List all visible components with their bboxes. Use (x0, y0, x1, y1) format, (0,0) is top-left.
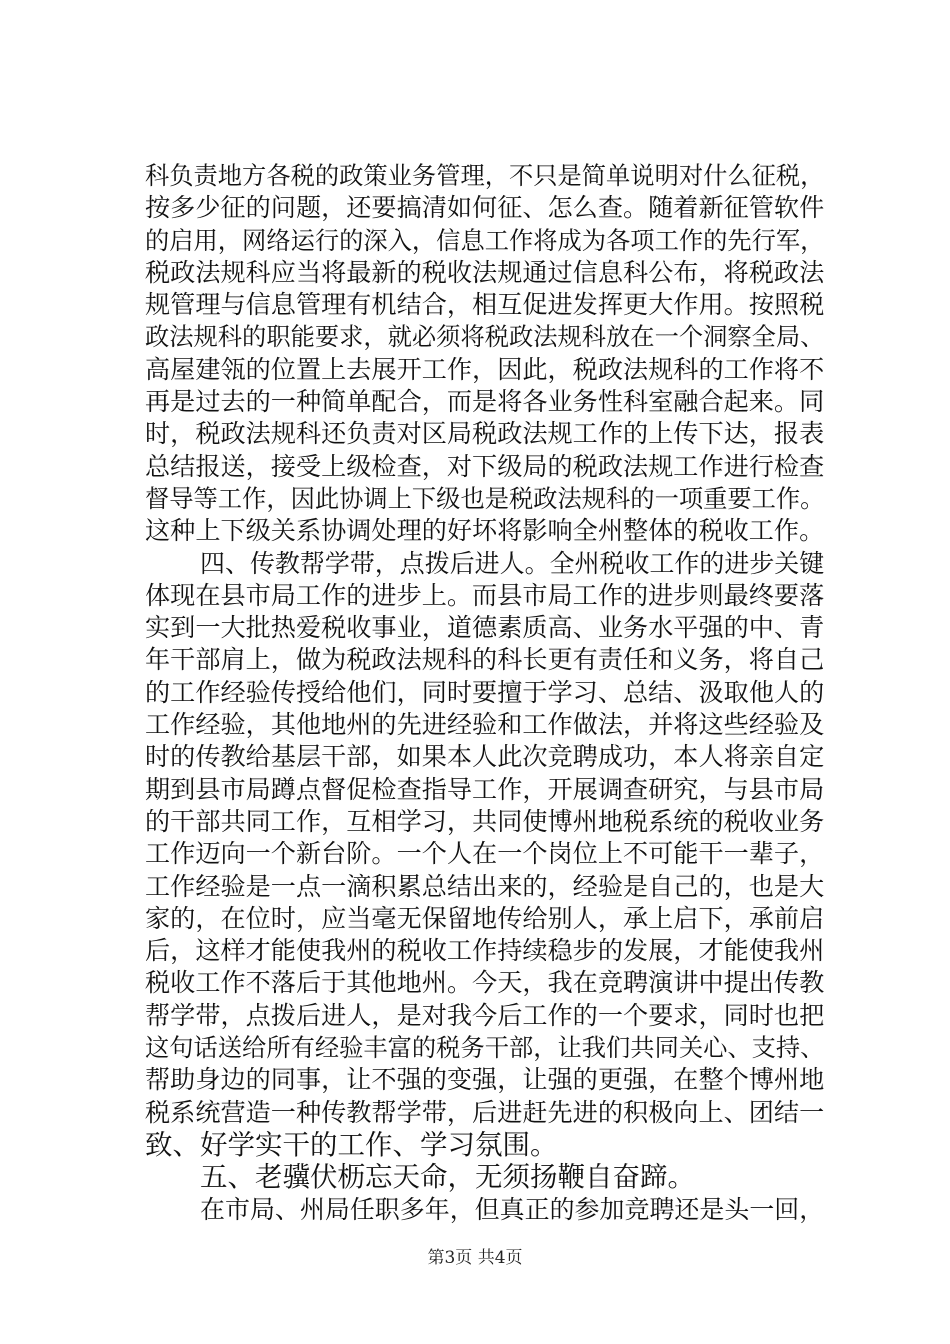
text-line: 时的传教给基层干部，如果本人此次竞聘成功，本人将亲自定 (145, 742, 825, 772)
text-line: 体现在县市局工作的进步上。而县市局工作的进步则最终要落 (145, 580, 825, 610)
text-line: 后，这样才能使我州的税收工作持续稳步的发展，才能使我州 (145, 936, 825, 966)
text-line: 五、老骥伏枥忘天命，无须扬鞭自奋蹄。 (200, 1161, 695, 1194)
page-footer: 第3页 共4页 (427, 1248, 523, 1268)
text-line: 帮学带，点拨后进人，是对我今后工作的一个要求，同时也把 (145, 1000, 825, 1030)
text-line: 科负责地方各税的政策业务管理，不只是简单说明对什么征税， (145, 161, 825, 190)
text-line: 期到县市局蹲点督促检查指导工作，开展调查研究，与县市局 (145, 774, 825, 804)
text-line: 致、好学实干的工作、学习氛围。 (145, 1128, 558, 1161)
text-line: 的启用，网络运行的深入，信息工作将成为各项工作的先行军， (145, 225, 825, 255)
text-line: 工作经验是一点一滴积累总结出来的，经验是自己的，也是大 (145, 871, 825, 901)
text-line: 税收工作不落后于其他地州。今天，我在竞聘演讲中提出传教 (145, 968, 825, 998)
body-text (145, 160, 825, 1226)
text-line: 规管理与信息管理有机结合，相互促进发挥更大作用。按照税 (145, 290, 825, 320)
text-line: 四、传教帮学带，点拨后进人。全州税收工作的进步关键 (200, 548, 825, 578)
text-line: 高屋建瓴的位置上去展开工作，因此，税政法规科的工作将不 (145, 354, 825, 384)
text-line: 工作经验，其他地州的先进经验和工作做法，并将这些经验及 (145, 710, 825, 740)
text-line: 税政法规科应当将最新的税收法规通过信息科公布，将税政法 (145, 257, 825, 287)
text-line: 税系统营造一种传教帮学带，后进赶先进的积极向上、团结一 (145, 1097, 825, 1127)
text-line: 帮助身边的同事，让不强的变强，让强的更强，在整个博州地 (145, 1065, 825, 1095)
text-line: 的干部共同工作，互相学习，共同使博州地税系统的税收业务 (145, 806, 825, 836)
text-line: 家的，在位时，应当毫无保留地传给别人，承上启下，承前启 (145, 903, 825, 933)
text-line: 总结报送，接受上级检查，对下级局的税政法规工作进行检查 (145, 451, 825, 481)
text-line: 在市局、州局任职多年，但真正的参加竞聘还是头一回， (200, 1194, 825, 1224)
text-line: 按多少征的问题，还要搞清如何征、怎么查。随着新征管软件 (145, 193, 825, 223)
text-line: 的工作经验传授给他们，同时要擅于学习、总结、汲取他人的 (145, 677, 825, 707)
text-line: 再是过去的一种简单配合，而是将各业务性科室融合起来。同 (145, 387, 825, 417)
text-line: 政法规科的职能要求，就必须将税政法规科放在一个洞察全局、 (145, 322, 825, 352)
text-line: 这句话送给所有经验丰富的税务干部，让我们共同关心、支持、 (145, 1033, 825, 1063)
text-line: 工作迈向一个新台阶。一个人在一个岗位上不可能干一辈子， (145, 839, 825, 869)
text-line: 这种上下级关系协调处理的好坏将影响全州整体的税收工作。 (145, 516, 825, 546)
text-line: 年干部肩上，做为税政法规科的科长更有责任和义务，将自己 (145, 645, 825, 675)
text-line: 时，税政法规科还负责对区局税政法规工作的上传下达，报表 (145, 419, 825, 449)
text-line: 督导等工作，因此协调上下级也是税政法规科的一项重要工作。 (145, 483, 825, 513)
text-line: 实到一大批热爱税收事业，道德素质高、业务水平强的中、青 (145, 613, 825, 643)
